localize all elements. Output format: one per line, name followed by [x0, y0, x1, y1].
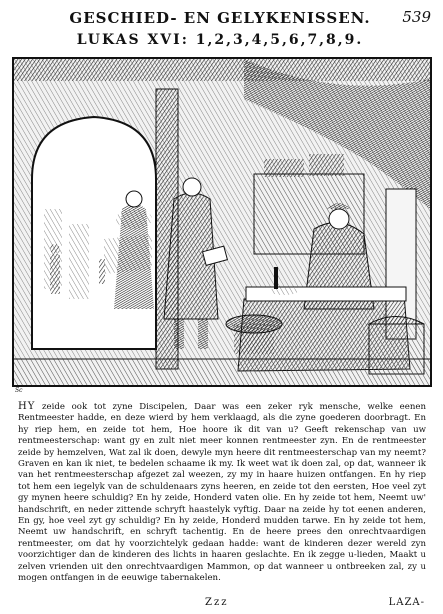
servant-head	[126, 191, 142, 207]
table-top	[246, 287, 406, 301]
distant-figure-2	[99, 259, 105, 284]
gospel-passage	[18, 401, 426, 585]
steward-legs-right	[198, 319, 208, 349]
printer-signature: Zzz	[205, 597, 229, 608]
running-title: GESCHIED- EN GELYKENISSEN.	[69, 9, 371, 27]
distant-figure-1	[50, 254, 60, 294]
ceiling-beam	[14, 59, 430, 81]
passage-text: zeide ook tot zyne Discipelen, Daar was een zeker ryk mensche, welke eenen Rentmeester hadde, en deze wierd by hem verklaagd, als die zyne goederen doorbragt. En hy riep hem, en zeide tot hem, Hoe hoore ik dit van u? Geeft rekenschap van uw rentmeesterschap: want gy en zult niet meer konnen rentmeester zyn. En de rentmeester zeide by hemzelven, Wat zal ik doen, dewyle myn heere dit rentmeesterschap van my neemt? Graven en kan ik niet, te bedelen schaame ik my. Ik weet wat ik doen zal, op dat, wanneer ik van het rentmeesterschap afgezet zal weezen, zy my in haare huizen ontfangen. En hy riep tot hem een iegelyk van de schuldenaars zyns heeren, en zeide tot den eersten, Hoe veel zyt gy mynen heere schuldig? En hy zeide, Honderd vaten olie. En hy zeide tot hem, Neemt uw' handschrift, en neder zittende schryft haastelyk vyftig. Daar na zeide hy tot eenen anderen, En gy, hoe veel zyt gy schuldig? En hy zeide, Honderd mudden tarwe. En hy zeide tot hem, Neemt uw handschrift, en schryft tachentig. En de heere prees den onrechtvaardigen rentmeester, om dat hy voorzichtelyk gedaan hadde: want de kinderen dezer wereld zyn voorzichtiger dan de kinderen des lichts in haaren geslachte. En ik zegge u-lieden, Maakt u zelven vrienden uit den onrechtvaardigen Mammon, op dat wanneer u ontbreeken zal, zy u mogen ontfangen in de eeuwige tabernakelen.	[18, 402, 426, 584]
catchword: LAZA-	[388, 597, 425, 608]
master-head	[329, 209, 349, 229]
floor	[14, 359, 430, 385]
footstool-base	[234, 324, 274, 354]
page-number: 539	[402, 8, 431, 26]
candlestick	[274, 267, 278, 289]
steward-head	[183, 178, 201, 196]
opening-letters: HY	[18, 401, 36, 412]
artist-signature: Sc	[15, 387, 23, 394]
chapter-reference: LUKAS XVI: 1,2,3,4,5,6,7,8,9.	[76, 32, 364, 48]
steward-legs	[174, 319, 184, 349]
stacked-boxes	[309, 154, 344, 176]
distant-figure-1-head	[50, 244, 60, 254]
engraving-illustration	[12, 57, 432, 387]
engraving-drawing	[14, 59, 430, 385]
stacked-books	[264, 159, 304, 177]
